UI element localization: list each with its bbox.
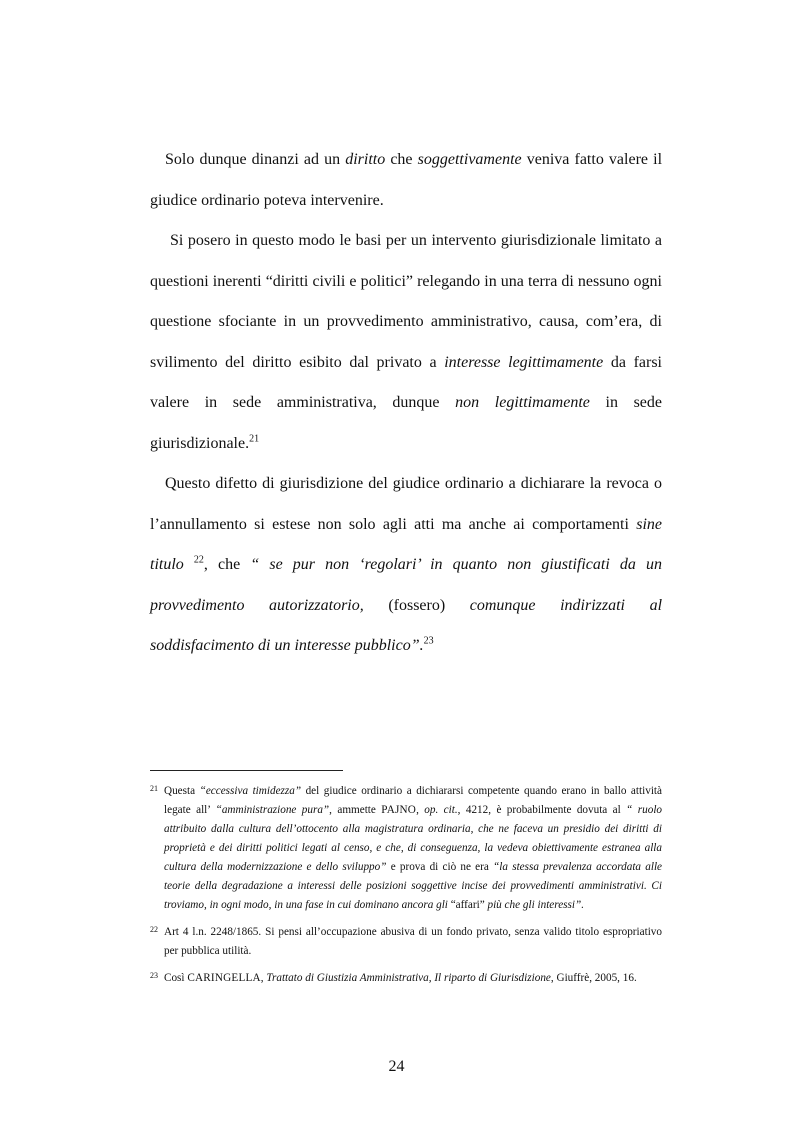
italic-run: diritto — [345, 151, 386, 168]
footnote-ref-22[interactable]: 22 — [193, 554, 204, 566]
italic-run: “amministrazione pura” — [215, 804, 330, 816]
text-run: da farsi valere in sede amministrativa, dunque — [150, 353, 662, 411]
italic-run: soggettivamente — [417, 151, 522, 168]
text-run: “affari” — [450, 899, 485, 911]
footnote-number: 22 — [150, 925, 158, 934]
text-run: veniva fatto valere il giudice ordinario poteva intervenire. — [150, 151, 663, 209]
page-number: 24 — [388, 1058, 405, 1075]
footnote-ref-21[interactable]: 21 — [249, 433, 260, 445]
text-run: in sede giurisdizionale. — [150, 394, 662, 452]
text-run: e prova di ciò ne era — [386, 861, 494, 873]
italic-run: più che gli interessi”. — [484, 899, 585, 911]
italic-run: “la stessa prevalenza accordata alle teorie della degradazione a interessi delle posizioni soggettive incise dei provvedimenti amministrativi. Ci troviamo, in ogni modo, in una fase in cui dominano ancora gli — [164, 861, 663, 911]
body-text — [150, 140, 662, 667]
author-name: CARINGELLA — [187, 972, 261, 984]
paragraph-3 — [150, 464, 662, 667]
footnotes — [150, 782, 662, 996]
text-run: Questa — [164, 785, 200, 797]
text-run: , 4212, è probabilmente dovuta al — [457, 804, 627, 816]
text-run: , — [260, 972, 267, 984]
text-run: , ammette — [329, 804, 382, 816]
text-run: Art 4 l.n. 2248/1865. Si pensi all’occupazione abusiva di un fondo privato, senza valido titolo espropriativo per pubblica utilità. — [164, 926, 662, 957]
footnote-number: 23 — [150, 971, 158, 980]
text-run: che — [385, 151, 418, 168]
italic-run: sine titulo — [150, 515, 662, 573]
footnote-ref-23[interactable]: 23 — [423, 635, 434, 647]
text-run: Così — [164, 972, 188, 984]
paragraph-1 — [150, 140, 662, 221]
text-run: Questo difetto di giurisdizione del giudice ordinario a dichiarare la revoca o l’annullamento si estese non solo agli atti ma anche ai comportamenti — [150, 475, 662, 533]
text-run: , Giuffrè, 2005, 16. — [550, 972, 637, 984]
footnote-separator — [150, 770, 343, 771]
footnote-21 — [150, 782, 662, 915]
italic-run: non legittimamente — [455, 394, 590, 411]
author-name: PAJNO — [381, 804, 417, 816]
footnote-22 — [150, 923, 662, 961]
text-run: Si posero in questo modo le basi per un intervento giurisdizionale limitato a questioni inerenti “diritti civili e politici” relegando in una terra di nessuno ogni questione sfociante in un provvedimento amministrativo, causa, com’era, di svilimento del diritto esibito dal privato a — [150, 232, 662, 371]
italic-run: interesse legittimamente — [444, 353, 604, 371]
text-run: Solo dunque dinanzi ad un — [165, 151, 346, 168]
text-run: , — [416, 804, 425, 816]
italic-run: “ se pur non ‘regolari’ in quanto non giustificati da un provvedimento autorizzatorio, — [150, 556, 663, 614]
italic-run: Trattato di Giustizia Amministrativa, Il riparto di Giurisdizione — [266, 972, 551, 984]
footnote-23 — [150, 969, 662, 988]
italic-run: “eccessiva timidezza” — [199, 785, 302, 797]
italic-run: comunque indirizzati al soddisfacimento di un interesse pubblico”. — [150, 596, 663, 654]
text-run: , che — [203, 556, 251, 573]
paragraph-2 — [150, 221, 662, 464]
italic-run: “ ruolo attribuito dalla cultura dell’ottocento alla magistratura ordinaria, che ne faceva un presidio dei diritti di proprietà e dei diritti politici legati al censo, e che, di conseguenza, la vedeva obiettivamente estranea alla cultura della modernizzazione e dello sviluppo” — [164, 804, 663, 873]
footnote-number: 21 — [150, 784, 158, 793]
text-run: (fossero) — [363, 596, 470, 614]
italic-run: op. cit. — [424, 804, 458, 816]
text-run: del giudice ordinario a dichiararsi competente quando erano in ballo attività legate all’ — [164, 785, 662, 816]
